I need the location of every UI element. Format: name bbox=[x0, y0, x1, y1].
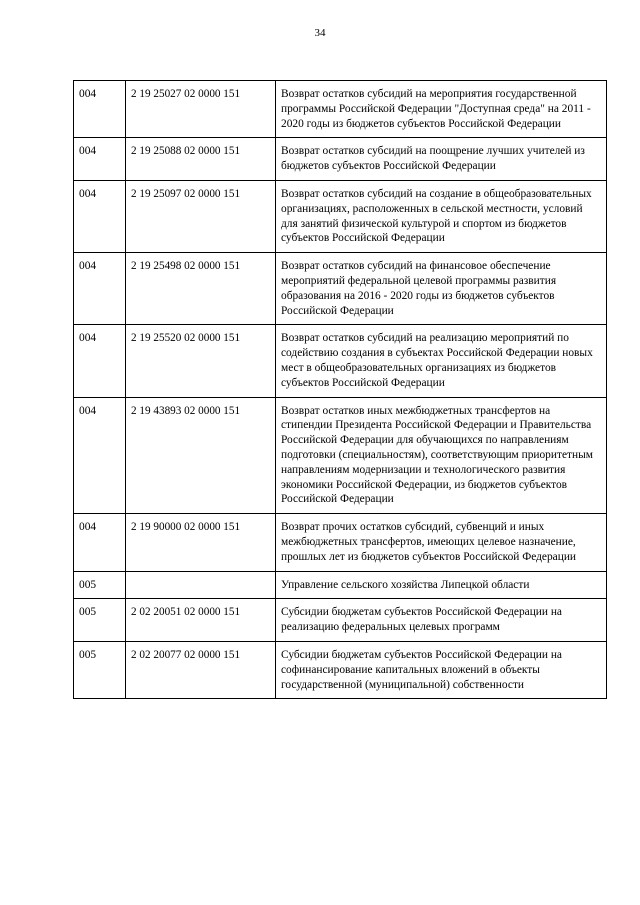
description-cell: Субсидии бюджетам субъектов Российской Федерации на реализацию федеральных целевых программ bbox=[276, 599, 607, 642]
budget-code-cell: 2 02 20077 02 0000 151 bbox=[126, 641, 276, 698]
description-cell: Возврат остатков субсидий на финансовое обеспечение мероприятий федеральной целевой программы развития образования на 2016 - 2020 годы из бюджетов субъектов Российской Федерации bbox=[276, 253, 607, 325]
budget-code-cell: 2 19 43893 02 0000 151 bbox=[126, 397, 276, 514]
table-row bbox=[74, 397, 607, 514]
budget-code-cell bbox=[126, 571, 276, 599]
description-cell: Возврат остатков субсидий на реализацию мероприятий по содействию создания в субъектах Российской Федерации новых мест в общеобразовательных организациях из бюджетов субъектов Российской Федерации bbox=[276, 325, 607, 397]
description-cell: Возврат остатков субсидий на создание в общеобразовательных организациях, расположенных в сельской местности, условий для занятий физической культурой и спортом из бюджетов субъектов Российской Федерации bbox=[276, 180, 607, 252]
budget-code-cell: 2 19 25027 02 0000 151 bbox=[126, 81, 276, 138]
admin-code-cell: 004 bbox=[74, 514, 126, 571]
table-row bbox=[74, 325, 607, 397]
budget-code-cell: 2 19 90000 02 0000 151 bbox=[126, 514, 276, 571]
table-row bbox=[74, 599, 607, 642]
table-row bbox=[74, 641, 607, 698]
description-cell: Возврат остатков иных межбюджетных трансфертов на стипендии Президента Российской Федерации и Правительства Российской Федерации для обучающихся по направлениям подготовки (специальностям), соответствующим приоритетным направлениям модернизации и технологического развития экономики Российской Федерации, из бюджетов субъектов Российской Федерации bbox=[276, 397, 607, 514]
admin-code-cell: 005 bbox=[74, 571, 126, 599]
budget-codes-table bbox=[73, 80, 607, 699]
admin-code-cell: 004 bbox=[74, 81, 126, 138]
budget-code-cell: 2 19 25088 02 0000 151 bbox=[126, 138, 276, 181]
description-cell: Субсидии бюджетам субъектов Российской Федерации на софинансирование капитальных вложений в объекты государственной (муниципальной) собственности bbox=[276, 641, 607, 698]
table-row bbox=[74, 253, 607, 325]
admin-code-cell: 005 bbox=[74, 599, 126, 642]
budget-code-cell: 2 19 25498 02 0000 151 bbox=[126, 253, 276, 325]
budget-code-cell: 2 19 25097 02 0000 151 bbox=[126, 180, 276, 252]
table-body bbox=[74, 81, 607, 699]
page-number: 34 bbox=[314, 27, 326, 39]
table-row bbox=[74, 180, 607, 252]
table-row bbox=[74, 571, 607, 599]
admin-code-cell: 004 bbox=[74, 253, 126, 325]
admin-code-cell: 004 bbox=[74, 138, 126, 181]
table-row bbox=[74, 514, 607, 571]
description-cell: Управление сельского хозяйства Липецкой области bbox=[276, 571, 607, 599]
budget-code-cell: 2 02 20051 02 0000 151 bbox=[126, 599, 276, 642]
table-row bbox=[74, 81, 607, 138]
admin-code-cell: 004 bbox=[74, 180, 126, 252]
description-cell: Возврат прочих остатков субсидий, субвенций и иных межбюджетных трансфертов, имеющих целевое назначение, прошлых лет из бюджетов субъектов Российской Федерации bbox=[276, 514, 607, 571]
admin-code-cell: 004 bbox=[74, 397, 126, 514]
budget-code-cell: 2 19 25520 02 0000 151 bbox=[126, 325, 276, 397]
description-cell: Возврат остатков субсидий на мероприятия государственной программы Российской Федерации "Доступная среда" на 2011 - 2020 годы из бюджетов субъектов Российской Федерации bbox=[276, 81, 607, 138]
description-cell: Возврат остатков субсидий на поощрение лучших учителей из бюджетов субъектов Российской Федерации bbox=[276, 138, 607, 181]
table-row bbox=[74, 138, 607, 181]
admin-code-cell: 005 bbox=[74, 641, 126, 698]
admin-code-cell: 004 bbox=[74, 325, 126, 397]
